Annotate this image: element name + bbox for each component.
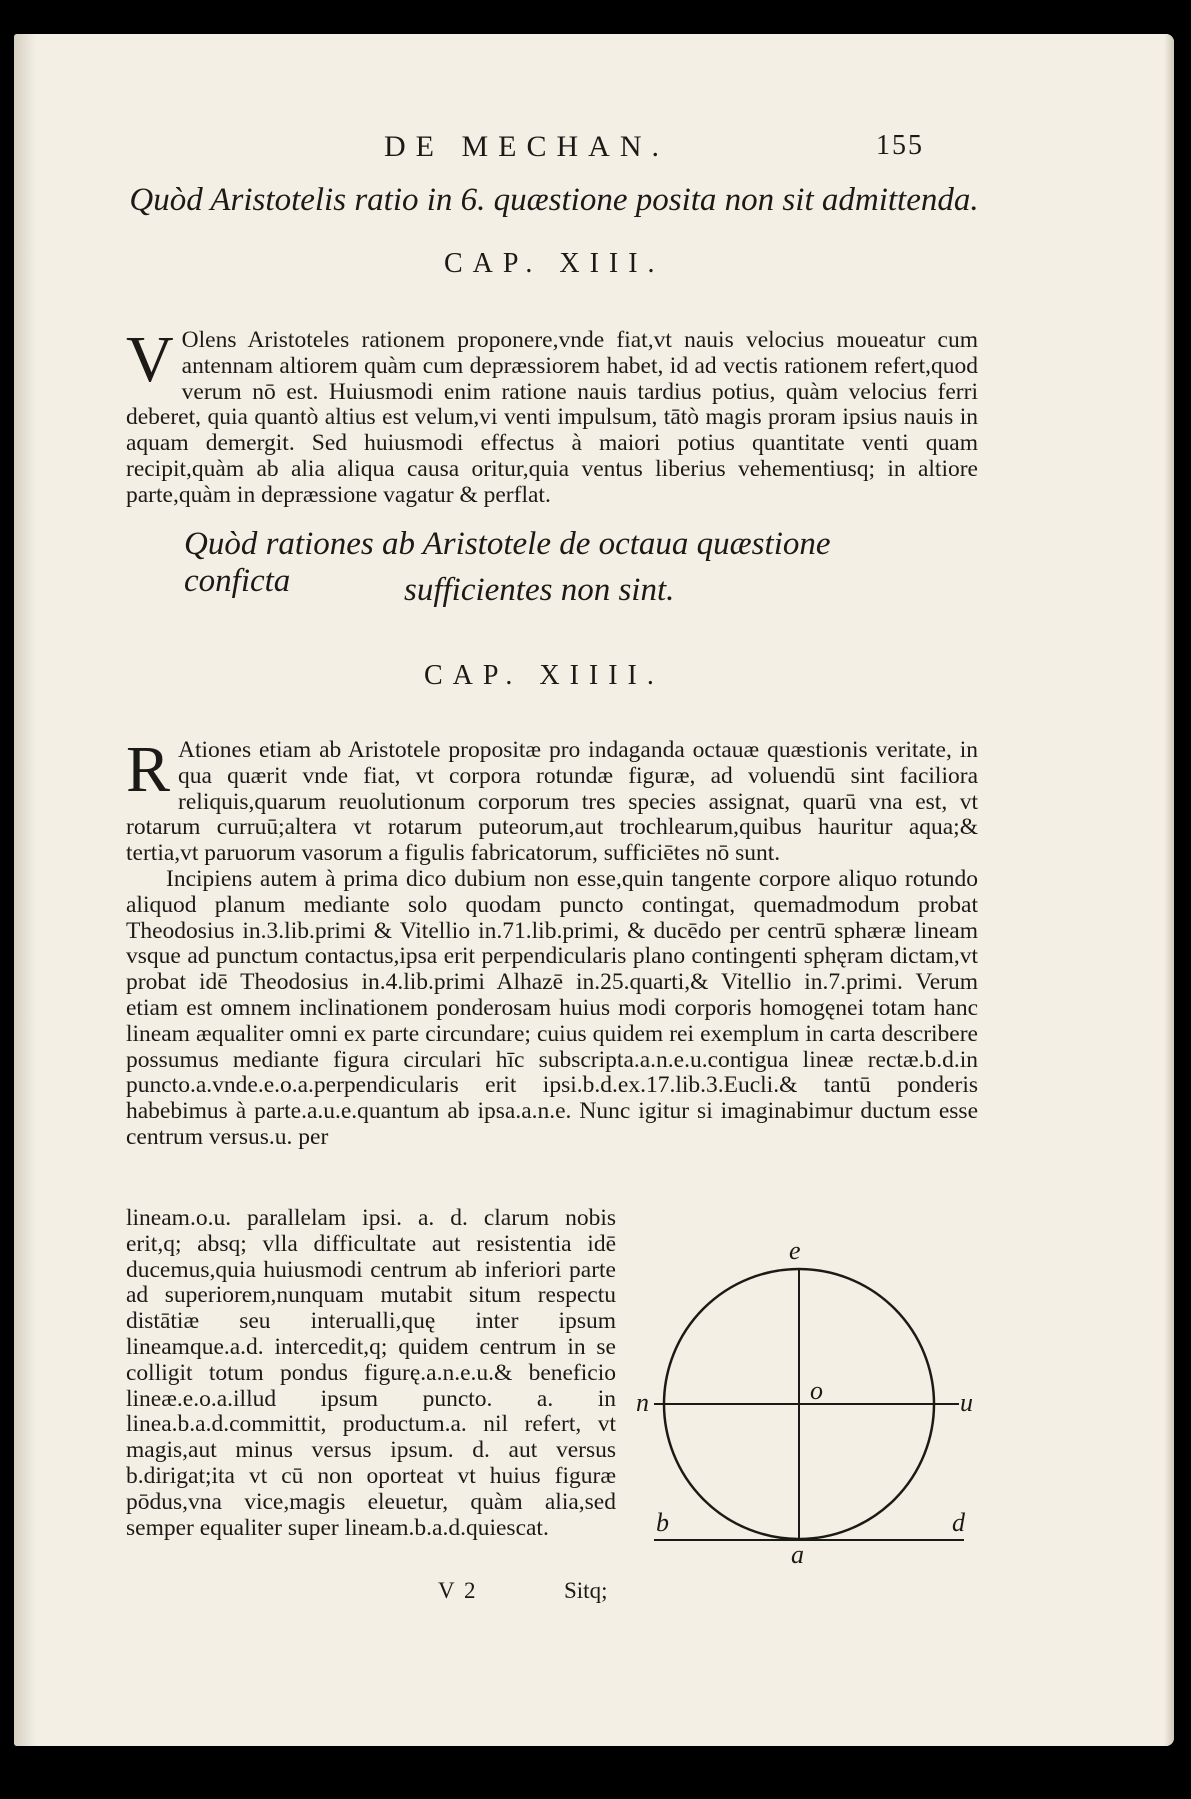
- page-edge-shadow: [1164, 34, 1174, 1746]
- paragraph-1: [126, 323, 978, 509]
- paragraph-1-text: Olens Aristoteles rationem proponere,vnde fiat,vt nauis velocius moueatur cum antennam altiorem quàm cum depræssiorem habet, id ad vectis rationem refert,quod verum nō est. Huiusmodi enim ratione nauis tardius potius, quàm velocius ferri deberet, quia quantò altius est velum,vi venti impulsum, tātò magis proram ipsius nauis in aquam demergit. Sed huiusmodi effectus à maiori potius quantitate venti quam recipit,quàm ab alia aliqua causa oritur,quia ventus liberius vehementiusq; in altiore parte,quàm in depræssione vagatur & perflat.: [126, 327, 978, 508]
- label-o: o: [810, 1376, 823, 1405]
- label-u: u: [960, 1388, 973, 1417]
- paragraph-2: [126, 733, 978, 867]
- signature-mark: V 2: [438, 1578, 478, 1603]
- paragraph-2-text: Ationes etiam ab Aristotele propositæ pro indaganda octauæ quæstionis veritate, in qua quærit vnde fiat, vt corpora rotundæ figuræ, ad voluendū sint faciliora reliquis,quarum reuolutionum corporum tres species assignat, quarū vna est, vt rotarum curruū;altera vt rotarum puteorum,aut trochlearum,quibus hauritur aqua;& tertia,vt paruorum vasorum a figulis fabricatorum, sufficiētes nō sunt.: [126, 737, 978, 867]
- section-title-2-line-1: Quòd rationes ab Aristotele de octaua quæstione conficta: [184, 526, 831, 599]
- page-gutter-shadow: [14, 34, 36, 1746]
- section-title-2-line-2: sufficientes non sint.: [404, 572, 675, 608]
- paragraph-3: Incipiens autem à prima dico dubium non esse,quin tangente corpore aliquo rotundo aliquod planum mediante solo quodam puncto contingat, quemadmodum probat Theodosius in.3.lib.primi & Vitellio in.71.lib.primi, & ducēdo per centrū sphæræ lineam vsque ad punctum contactus,ipsa erit perpendicularis plano contingenti sphęram dictam,vt probat idē Theodosius in.4.lib.primi Alhazē in.25.quarti,& Vitellio in.7.primi. Verum etiam est omnem inclinationem ponderosam huius modi corporis homogęnei totam hanc lineam æqualiter omni ex parte circundare; cuius quidem rei exemplum in carta describere possumus mediante figura circulari hīc subscripta.a.n.e.u.contigua lineæ rectæ.b.d.in puncto.a.vnde.e.o.a.perpendicularis erit ipsi.b.d.ex.17.lib.3.Eucli.& tantū ponderis habebimus à parte.a.u.e.quantum ab ipsa.a.n.e. Nunc igitur si imaginabimur ductum esse centrum versus.u. per: [126, 865, 978, 1150]
- book-page: [14, 34, 1174, 1746]
- paragraph-4: lineam.o.u. parallelam ipsi. a. d. clarum nobis erit,q; absq; vlla difficultate aut resistentia idē ducemus,quia huiusmodi centrum ab inferiori parte ad superiorem,nunquam mutabit situm respectu distātiæ seu interualli,quę inter ipsum lineamque.a.d. intercedit,q; quidem centrum in se colligit totum pondus figurę.a.n.e.u.& beneficio lineæ.e.o.a.illud ipsum puncto. a. in linea.b.a.d.committit, productum.a. nil refert, vt magis,aut minus versus ipsum. d. aut versus b.dirigat;ita vt cū non oporteat vt huius figuræ pōdus,vna vice,magis eleuetur, quàm alia,sed semper equaliter super lineam.b.a.d.quiescat.: [126, 1205, 616, 1541]
- chapter-heading-14: CAP. XIIII.: [424, 660, 664, 691]
- label-b: b: [656, 1508, 669, 1537]
- circle-diagram: [634, 1229, 974, 1569]
- paragraph-2-block: [126, 733, 978, 1151]
- label-n: n: [636, 1388, 649, 1417]
- label-a: a: [791, 1540, 804, 1569]
- drop-cap-v: V: [126, 323, 174, 396]
- drop-cap-r: R: [126, 733, 171, 806]
- chapter-heading-13: CAP. XIII.: [444, 248, 665, 279]
- page-number: 155: [876, 130, 924, 161]
- catchword: Sitq;: [564, 1578, 608, 1603]
- section-title-1: Quòd Aristotelis ratio in 6. quæstione posita non sit admittenda.: [129, 182, 979, 218]
- label-e: e: [789, 1236, 801, 1265]
- running-head: DE MECHAN.: [384, 130, 669, 163]
- label-d: d: [952, 1508, 965, 1537]
